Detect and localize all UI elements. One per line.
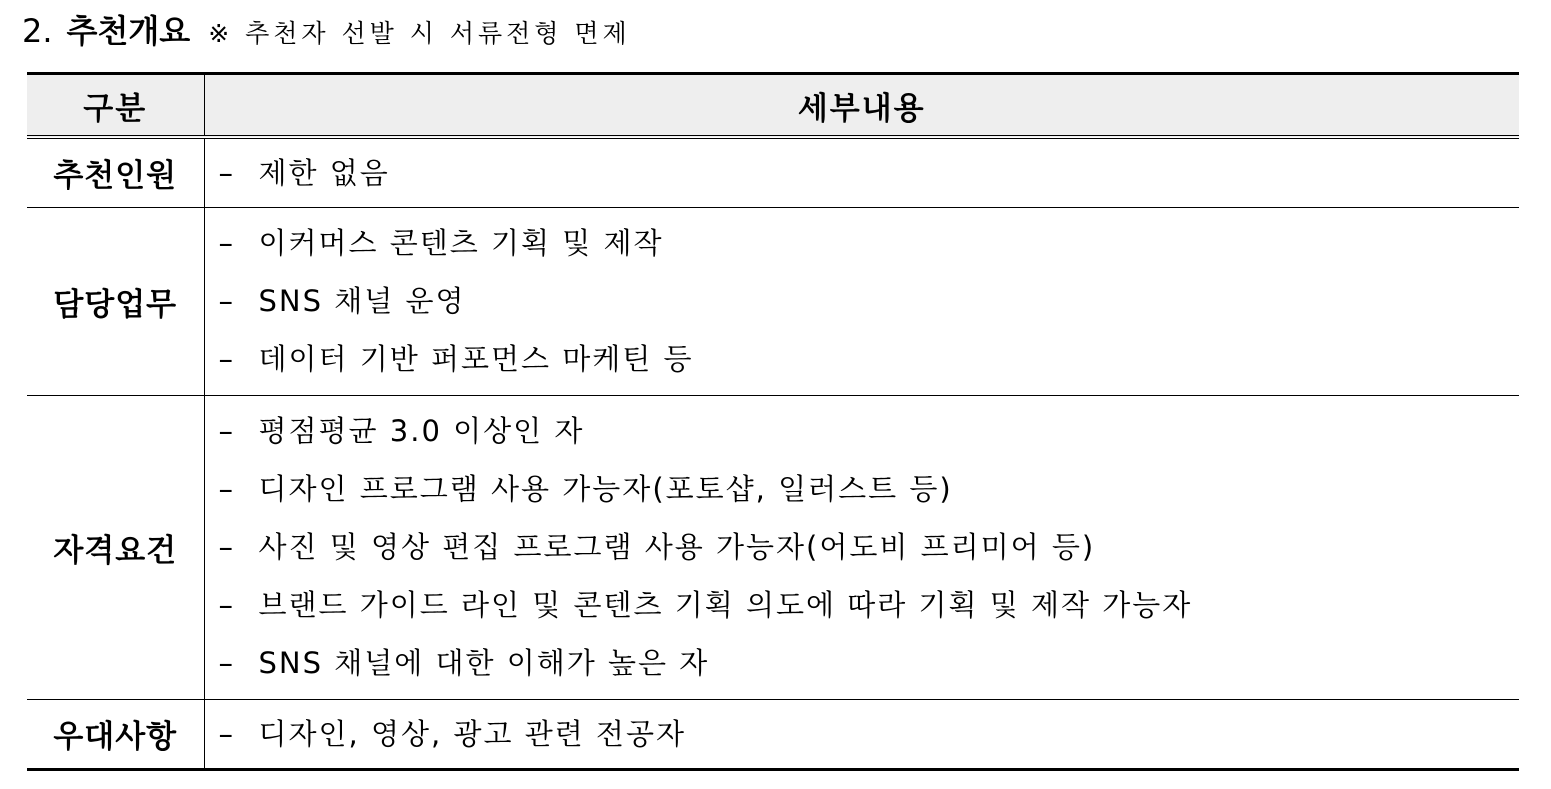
table-row	[27, 207, 1519, 395]
table-header-row	[27, 74, 1519, 138]
list-item	[219, 634, 1520, 692]
row-details	[204, 137, 1519, 207]
item-text: 평점평균 3.0 이상인 자	[258, 414, 585, 448]
row-category: 자격요건	[27, 395, 204, 699]
bullet-dash: –	[218, 646, 235, 680]
item-text: 디자인, 영상, 광고 관련 전공자	[258, 716, 686, 751]
item-text: 브랜드 가이드 라인 및 콘텐츠 기획 의도에 따라 기획 및 제작 가능자	[258, 588, 1193, 622]
list-item	[219, 705, 1520, 763]
item-text: 이커머스 콘텐츠 기획 및 제작	[258, 226, 664, 260]
header-details: 세부내용	[204, 74, 1519, 138]
bullet-dash: –	[218, 716, 235, 751]
item-text: SNS 채널에 대한 이해가 높은 자	[258, 646, 710, 680]
bullet-dash: –	[218, 226, 235, 260]
section-heading	[22, 6, 631, 50]
table-row	[27, 137, 1519, 207]
item-text: 데이터 기반 퍼포먼스 마케틴 등	[258, 342, 694, 376]
section-title: 추천개요	[66, 12, 191, 50]
list-item	[219, 214, 1520, 272]
section-number: 2.	[22, 12, 53, 50]
bullet-dash: –	[218, 414, 235, 448]
list-item	[219, 330, 1520, 388]
row-details	[204, 207, 1519, 395]
item-text: SNS 채널 운영	[258, 284, 466, 318]
list-item	[219, 402, 1520, 460]
list-item	[219, 518, 1520, 576]
row-category: 추천인원	[27, 137, 204, 207]
section-note: ※ 추천자 선발 시 서류전형 면제	[208, 19, 631, 48]
bullet-dash: –	[218, 530, 235, 564]
row-details	[204, 699, 1519, 769]
header-category: 구분	[27, 74, 204, 138]
bullet-dash: –	[218, 155, 235, 190]
item-text: 사진 및 영상 편집 프로그램 사용 가능자(어도비 프리미어 등)	[258, 530, 1096, 564]
table-row	[27, 395, 1519, 699]
bullet-dash: –	[218, 588, 235, 622]
recommendation-table-container	[27, 72, 1519, 771]
list-item	[219, 144, 1520, 202]
bullet-dash: –	[218, 342, 235, 376]
row-category: 우대사항	[27, 699, 204, 769]
row-details	[204, 395, 1519, 699]
list-item	[219, 272, 1520, 330]
bullet-dash: –	[218, 472, 235, 506]
table-row	[27, 699, 1519, 769]
item-text: 제한 없음	[258, 155, 390, 190]
row-category: 담당업무	[27, 207, 204, 395]
bullet-dash: –	[218, 284, 235, 318]
list-item	[219, 576, 1520, 634]
list-item	[219, 460, 1520, 518]
recommendation-table	[27, 72, 1519, 771]
item-text: 디자인 프로그램 사용 가능자(포토샵, 일러스트 등)	[258, 472, 953, 506]
